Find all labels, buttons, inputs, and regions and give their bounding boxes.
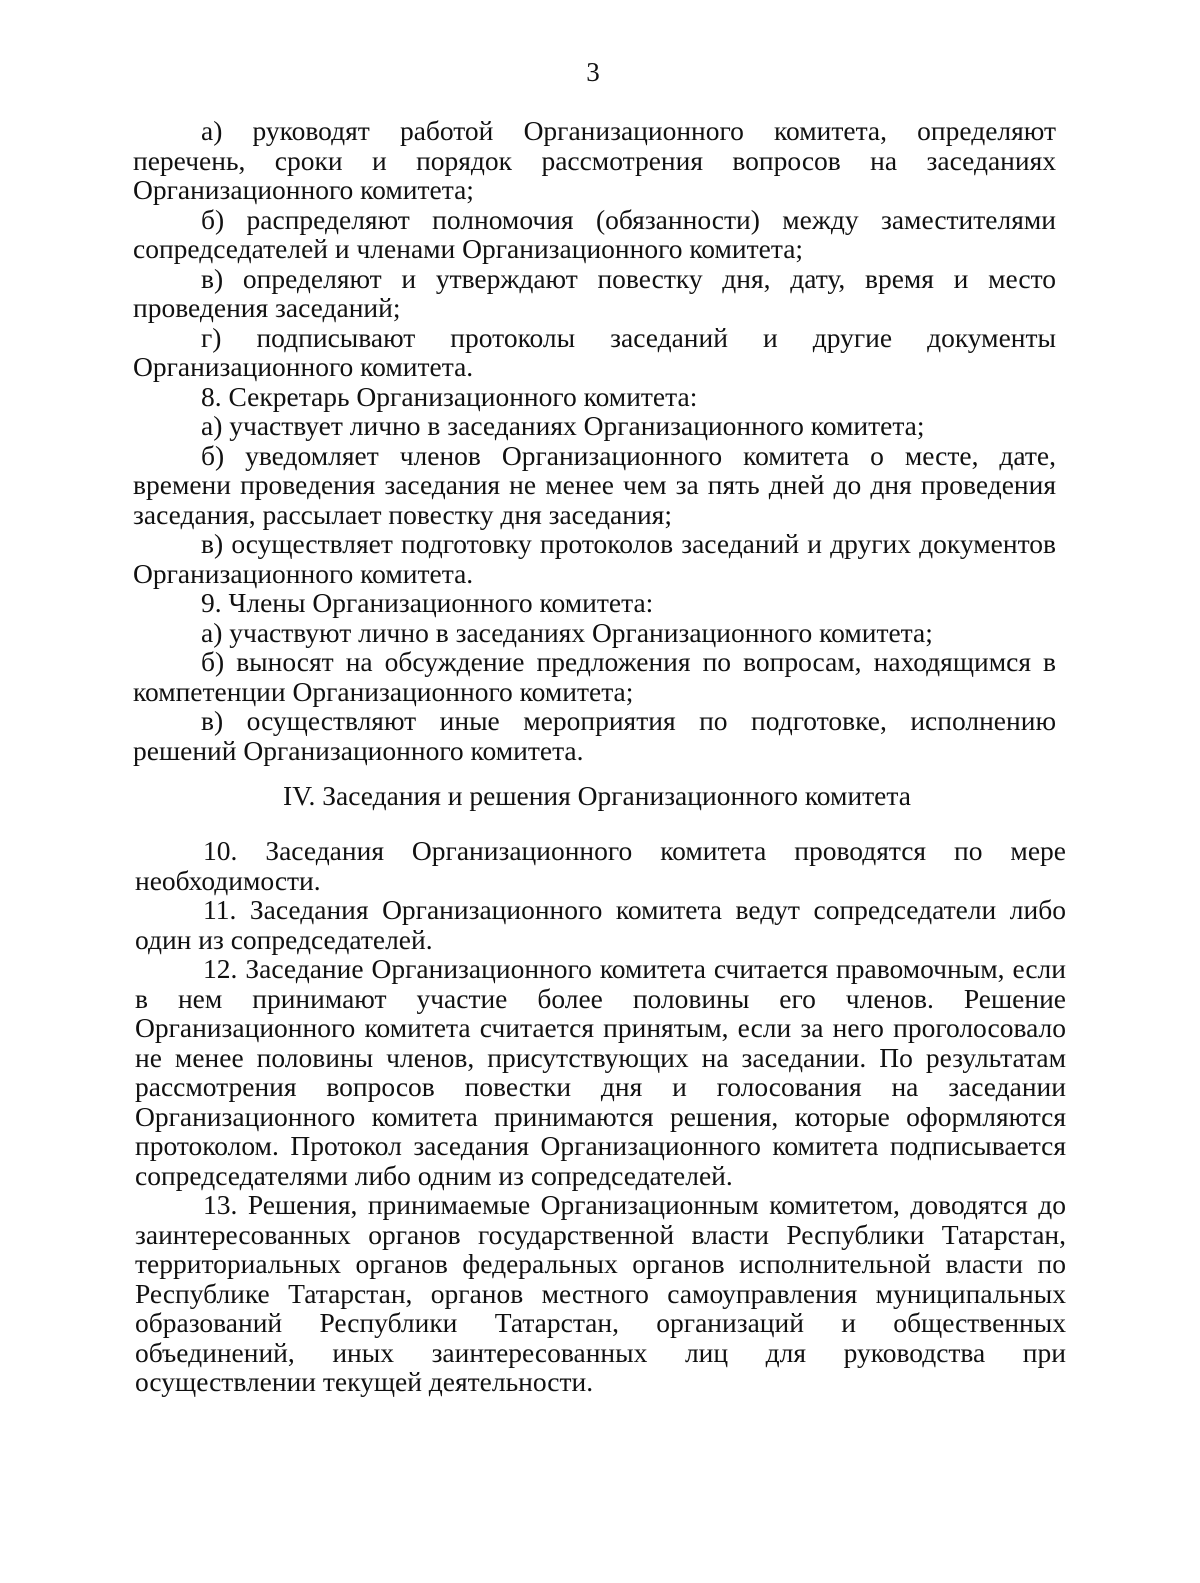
paragraph-8: 8. Секретарь Организационного комитета: (201, 380, 698, 412)
paragraph-9c: в) осуществляют иные мероприятия по подготовке, исполнению решений Организационного комитета. (133, 705, 1056, 766)
paragraph-8c: в) осуществляет подготовку протоколов заседаний и других документов Организационного комитета. (133, 528, 1056, 589)
paragraph-13: 13. Решения, принимаемые Организационным комитетом, доводятся до заинтересованных органов государственной власти Республики Татарстан, территориальных органов федеральных органов исполнительной власти по Республике Татарстан, органов местного самоуправления муниципальных образований Республики Татарстан, организаций и общественных объединений, иных заинтересованных лиц для руководства при осуществлении текущей деятельности. (135, 1189, 1066, 1397)
lower-paragraphs (135, 836, 1066, 1397)
section-heading: IV. Заседания и решения Организационного комитета (283, 780, 911, 811)
paragraph-9b: б) выносят на обсуждение предложения по вопросам, находящимся в компетенции Организационного комитета; (133, 646, 1056, 707)
paragraph-10: 10. Заседания Организационного комитета проводятся по мере необходимости. (135, 835, 1066, 896)
paragraph-7c: в) определяют и утверждают повестку дня, дату, время и место проведения заседаний; (133, 262, 1056, 323)
paragraph-11: 11. Заседания Организационного комитета ведут сопредседатели либо один из сопредседателей. (135, 894, 1066, 955)
paragraph-12: 12. Заседание Организационного комитета считается правомочным, если в нем принимают участие более половины его членов. Решение Организационного комитета считается принятым, если за него проголосовало не менее половины членов, присутствующих на заседании. По результатам рассмотрения вопросов повестки дня и голосования на заседании Организационного комитета принимаются решения, которые оформляются протоколом. Протокол заседания Организационного комитета подписывается сопредседателями либо одним из сопредседателей. (135, 953, 1066, 1191)
paragraph-8b: б) уведомляет членов Организационного комитета о месте, дате, времени проведения заседания не менее чем за пять дней до дня проведения заседания, рассылает повестку дня заседания; (133, 439, 1056, 530)
paragraph-7a: а) руководят работой Организационного комитета, определяют перечень, сроки и порядок рассмотрения вопросов на заседаниях Организационного комитета; (133, 115, 1056, 205)
paragraph-7b: б) распределяют полномочия (обязанности) между заместителями сопредседателей и членами Организационного комитета; (133, 203, 1056, 264)
paragraph-7d: г) подписывают протоколы заседаний и другие документы Организационного комитета. (133, 321, 1056, 382)
paragraph-9: 9. Члены Организационного комитета: (201, 587, 654, 618)
upper-paragraphs (133, 116, 1056, 765)
paragraph-9a: а) участвуют лично в заседаниях Организационного комитета; (201, 616, 933, 648)
page-number: 3 (586, 57, 600, 87)
paragraph-8a: а) участвует лично в заседаниях Организационного комитета; (201, 410, 925, 441)
